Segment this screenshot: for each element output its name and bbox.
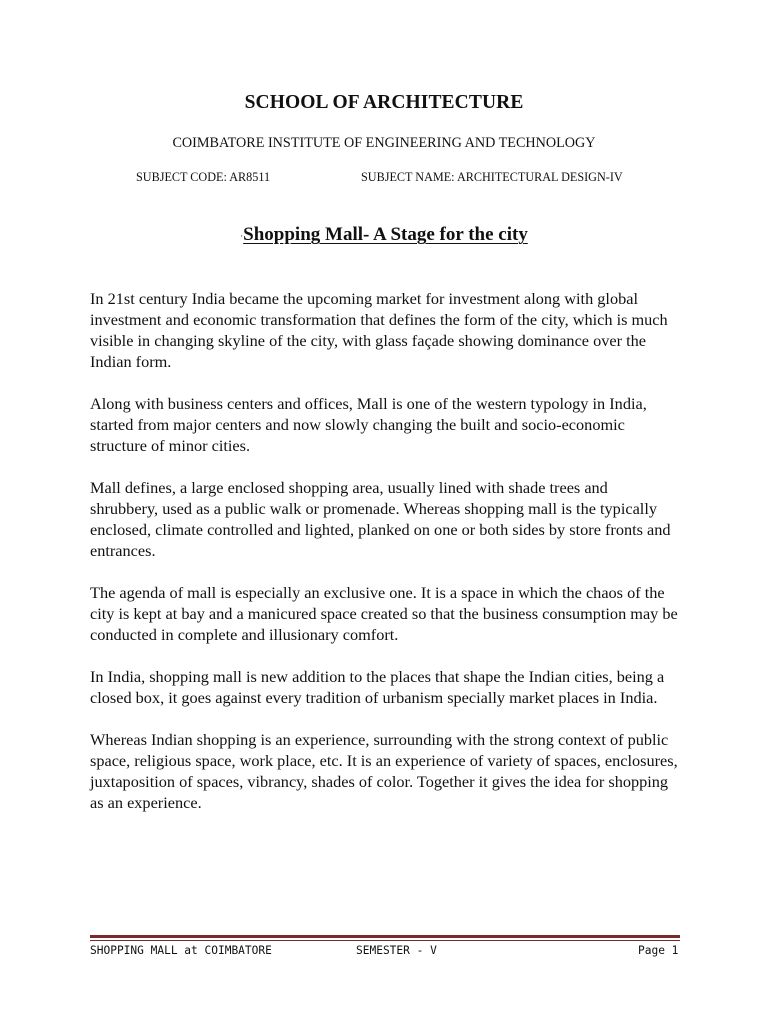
paragraph: In 21st century India became the upcoming market for investment along with global investment and economic transformation that defines the form of the city, which is much visible in changing skyline of the city, with glass façade showing dominance over the Indian form. [90,289,668,371]
footer-semester: SEMESTER - V [356,944,437,957]
title-text: Shopping Mall- A Stage for the city [243,224,528,245]
footer-rule-thin [90,940,680,941]
paragraph: The agenda of mall is especially an exclusive one. It is a space in which the chaos of the city is kept at bay and a manicured space created so that the business consumption may be conducted in complete and illusionary comfort. [90,583,678,644]
paragraph: Mall defines, a large enclosed shopping area, usually lined with shade trees and shrubbery, used as a public walk or promenade. Whereas shopping mall is the typically enclosed, climate controlled and lighted, planked on one or both sides by store fronts and entrances. [90,478,671,560]
paragraph: Along with business centers and offices, Mall is one of the western typology in India, started from major centers and now slowly changing the built and socio-economic structure of minor cities. [90,394,647,455]
subject-code: SUBJECT CODE: AR8511 [136,170,271,184]
footer-rule [90,935,680,938]
school-title: SCHOOL OF ARCHITECTURE [244,92,524,113]
subject-name: SUBJECT NAME: ARCHITECTURAL DESIGN-IV [361,170,623,184]
paragraph: Whereas Indian shopping is an experience, surrounding with the strong context of public space, religious space, work place, etc. It is an experience of variety of spaces, enclosures, juxtaposition of spaces, vibrancy, shades of color. Together it gives the idea for shopping as an experience. [90,730,678,812]
footer-project-name: SHOPPING MALL at COIMBATORE [90,944,272,957]
institute-name: COIMBATORE INSTITUTE OF ENGINEERING AND TECHNOLOGY [172,135,596,151]
title-bullet: · [240,231,244,241]
paragraph: In India, shopping mall is new addition to the places that shape the Indian cities, being a closed box, it goes against every tradition of urbanism specially market places in India. [90,667,665,707]
body-text [90,288,680,834]
footer-page-number: Page 1 [638,944,679,957]
document-title [0,224,768,246]
